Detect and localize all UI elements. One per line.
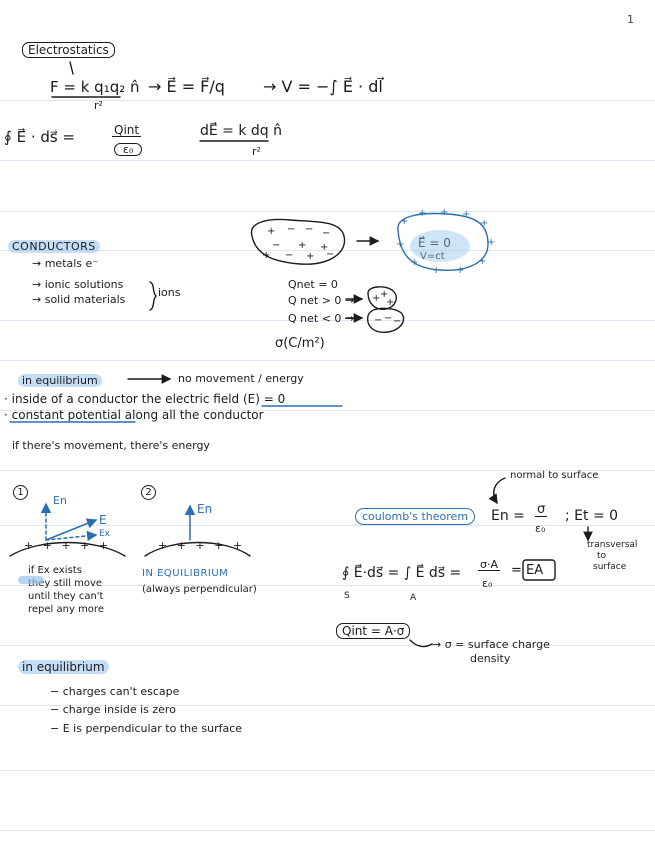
- equilibrium-caption: IN EQUILIBRIUM: [142, 568, 229, 579]
- diagram-note: if Ex exists: [28, 565, 82, 576]
- conductor-surface: [10, 543, 125, 557]
- charge-sign: +: [267, 226, 276, 237]
- transversal-note: surface: [593, 562, 627, 572]
- flux-result: = EA: [511, 563, 544, 578]
- normal-component-label: En: [53, 494, 67, 507]
- charge-sign: +: [306, 251, 315, 262]
- field-vector-label: E: [99, 513, 107, 527]
- normal-field-equation: En =: [491, 508, 525, 524]
- qnet-line: Q net > 0 →: [288, 294, 355, 307]
- normal-note: normal to surface: [510, 470, 599, 481]
- enclosed-charge-equation: Qint = A·σ: [336, 623, 410, 639]
- ions-label: ions: [158, 286, 181, 299]
- surface-charge: +: [480, 218, 489, 229]
- qnet-line: Qnet = 0: [288, 278, 338, 291]
- coulomb-theorem-label: coulomb's theorem: [355, 508, 475, 525]
- transversal-note: to: [597, 551, 607, 561]
- gauss-numerator: Qint: [114, 123, 140, 137]
- result-box: [523, 560, 555, 580]
- surface-density-unit: σ(C/m²): [275, 336, 325, 351]
- flux-fraction-denominator: ε₀: [482, 577, 493, 590]
- field-definition: → E⃗ = F⃗/q: [148, 77, 225, 96]
- surface-charge: +: [456, 265, 465, 276]
- charge-sign: +: [380, 289, 389, 300]
- tangential-field-equation: ; Et = 0: [565, 508, 619, 524]
- gauss-law: ∮ E⃗ · ds⃗ =: [4, 128, 76, 146]
- conductors-title: CONDUCTORS: [8, 240, 100, 253]
- surface-charge: +: [487, 237, 496, 248]
- charge-sign: +: [372, 293, 381, 304]
- surface-charge: +: [432, 265, 441, 276]
- charge-sign: +: [320, 242, 329, 253]
- field-element-denominator: r²: [252, 145, 261, 158]
- charge-sign: −: [374, 315, 383, 326]
- sigma-definition: density: [470, 652, 511, 665]
- flux-fraction-numerator: σ·A: [480, 558, 498, 571]
- surface-charge: +: [396, 239, 405, 250]
- title-pointer: [70, 62, 73, 74]
- equilibrium-heading: in equilibrium: [18, 374, 102, 387]
- surface-charge: +: [418, 208, 427, 219]
- surface-charge: +: [410, 257, 419, 268]
- diagram-number: 1: [13, 485, 28, 500]
- charge-sign: −: [285, 250, 294, 261]
- surface-charges: + + + + +: [158, 539, 246, 552]
- conductor-item: → ionic solutions: [32, 278, 124, 291]
- summary-item: − charge inside is zero: [50, 703, 176, 716]
- movement-note: if there's movement, there's energy: [12, 439, 210, 452]
- diagram-note: until they can't: [28, 591, 104, 602]
- charge-sign: −: [326, 249, 335, 260]
- charge-sign: +: [262, 250, 271, 261]
- charge-sign: −: [287, 224, 296, 235]
- qnet-line: Q net < 0 →: [288, 312, 355, 325]
- conductor-item: → solid materials: [32, 293, 126, 306]
- charge-sign: +: [298, 240, 307, 251]
- epsilon-denominator: ε₀: [535, 522, 546, 535]
- surface-charge: +: [400, 216, 409, 227]
- diagram-note: they still move: [28, 578, 103, 589]
- charge-sign: +: [386, 297, 395, 308]
- sigma-definition: → σ = surface charge: [432, 638, 550, 651]
- arrow: [494, 478, 505, 503]
- arrow: [410, 640, 432, 647]
- coulomb-denominator: r²: [94, 99, 103, 112]
- transversal-note: transversal: [587, 540, 638, 550]
- charge-sign: −: [322, 228, 331, 239]
- surface-charges: + + + + +: [24, 539, 112, 552]
- field-element: dE⃗ = k dq n̂: [200, 123, 283, 139]
- gauss-denominator: ε₀: [114, 143, 142, 156]
- equilibrium-subcaption: (always perpendicular): [142, 584, 257, 595]
- flux-integral: ∮ E⃗·ds⃗ = ∫ E⃗ ds⃗ =: [342, 565, 462, 581]
- tangential-component-label: Ex: [99, 529, 111, 539]
- conductor-surface: [145, 543, 250, 557]
- coulomb-law: F = k q₁q₂ n̂: [50, 78, 140, 96]
- section-title: Electrostatics: [22, 42, 115, 58]
- surface-subscript: S: [344, 591, 350, 601]
- summary-item: − charges can't escape: [50, 685, 180, 698]
- conductor-item: → metals e⁻: [32, 257, 99, 270]
- potential-definition: → V = −∫ E⃗ · dl⃗: [263, 77, 383, 96]
- charge-sign: −: [305, 224, 314, 235]
- diagram-number: 2: [141, 485, 156, 500]
- charge-sign: −: [272, 240, 281, 251]
- sigma-numerator: σ: [537, 502, 546, 517]
- summary-item: − E is perpendicular to the surface: [50, 722, 243, 735]
- equilibrium-note: no movement / energy: [178, 372, 304, 385]
- surface-charge: +: [478, 256, 487, 267]
- surface-charge: +: [462, 209, 471, 220]
- page-number: 1: [627, 13, 634, 26]
- diagram-note: repel any more: [28, 604, 104, 615]
- charge-sign: −: [393, 316, 402, 327]
- area-subscript: A: [410, 593, 417, 603]
- charge-sign: −: [384, 313, 393, 324]
- surface-charge: +: [440, 207, 449, 218]
- equilibrium-statement: · inside of a conductor the electric field (E) = 0: [4, 392, 286, 406]
- equilibrium-statement: · constant potential along all the conductor: [4, 408, 264, 422]
- zero-field-highlight: [410, 230, 470, 262]
- brace: [150, 282, 156, 310]
- normal-field-label: En: [197, 502, 213, 516]
- summary-title: in equilibrium: [18, 660, 109, 674]
